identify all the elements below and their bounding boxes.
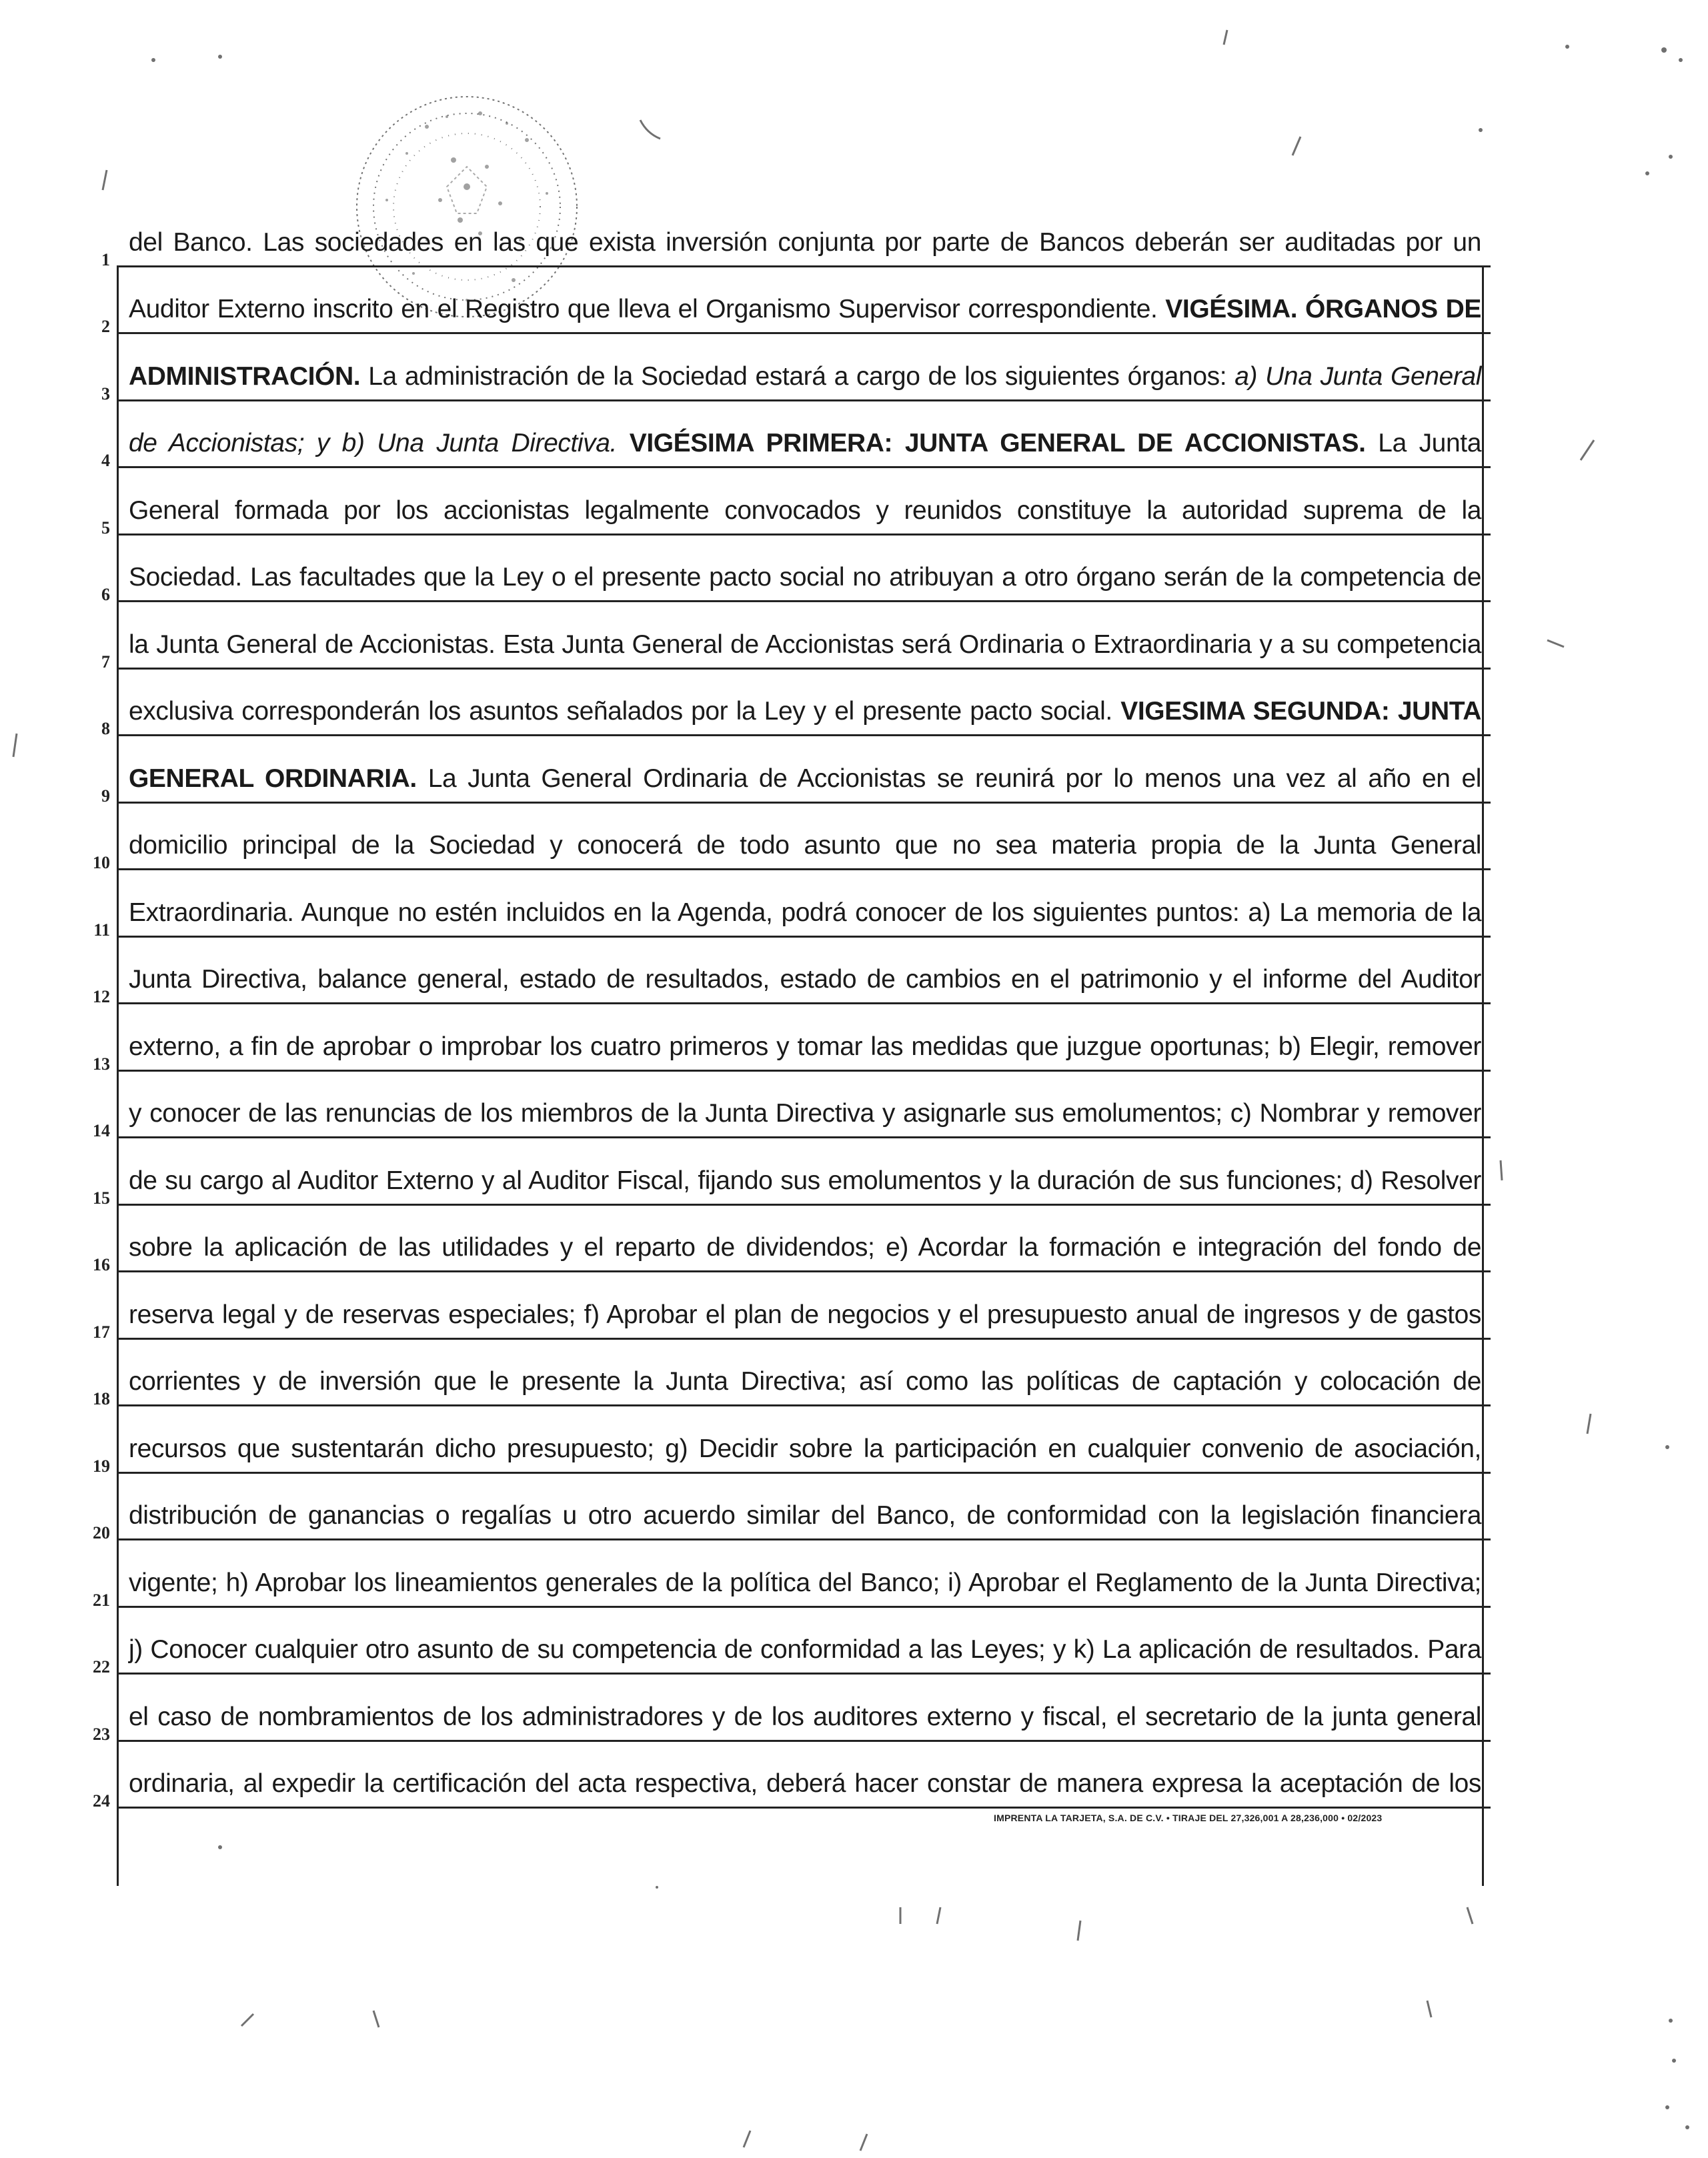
line-text: y conocer de las renuncias de los miembros de la Junta Directiva y asignarle sus emolumentos; c) Nombrar y remover [129, 1099, 1481, 1128]
line-text: domicilio principal de la Sociedad y conocerá de todo asunto que no sea materia propia de la Junta General [129, 831, 1481, 860]
line-text: de su cargo al Auditor Externo y al Auditor Fiscal, fijando sus emolumentos y la duración de sus funciones; d) Resolver [129, 1166, 1481, 1195]
line-number: 4 [101, 451, 110, 470]
text-line [101, 602, 1491, 672]
line-text: ADMINISTRACIÓN. La administración de la Sociedad estará a cargo de los siguientes órganos: a) Una Junta General [129, 361, 1481, 391]
text-line [101, 468, 1491, 537]
line-number: 3 [101, 383, 110, 403]
line-number: 2 [101, 317, 110, 336]
text-line [93, 1206, 1491, 1274]
line-number: 19 [93, 1456, 110, 1476]
line-text: vigente; h) Aprobar los lineamientos generales de la política del Banco; i) Aprobar el Reglamento de la Junta Directiva; [129, 1568, 1481, 1597]
line-text: Sociedad. Las facultades que la Ley o el presente pacto social no atribuyan a otro órgano serán de la competencia de [129, 563, 1481, 592]
line-number: 15 [93, 1188, 110, 1208]
line-text: Junta Directiva, balance general, estado de resultados, estado de cambios en el patrimonio y el informe del Auditor [129, 965, 1481, 994]
text-line [93, 1742, 1491, 1811]
text-line [93, 1072, 1491, 1140]
printer-imprint: IMPRENTA LA TARJETA, S.A. DE C.V. • TIRAJE DEL 27,326,001 A 28,236,000 • 02/2023 [994, 1813, 1383, 1823]
line-number: 10 [93, 853, 110, 872]
text-line [101, 401, 1491, 470]
line-number: 20 [93, 1523, 110, 1542]
line-text: reserva legal y de reservas especiales; f) Aprobar el plan de negocios y el presupuesto anual de ingresos y de gastos [129, 1300, 1481, 1329]
line-text: General formada por los accionistas legalmente convocados y reunidos constituye la autoridad suprema de la [129, 495, 1481, 525]
line-number: 12 [93, 987, 110, 1006]
text-line [93, 1138, 1491, 1208]
line-text: j) Conocer cualquier otro asunto de su competencia de conformidad a las Leyes; y k) La aplicación de resultados. Para [129, 1635, 1481, 1664]
text-line [93, 1004, 1491, 1074]
text-line [93, 1272, 1491, 1342]
text-line [101, 670, 1491, 738]
numbered-lines [93, 200, 1491, 1811]
line-number: 11 [93, 920, 110, 940]
text-line [93, 1540, 1491, 1610]
text-line [93, 1675, 1491, 1744]
text-line [101, 535, 1491, 604]
line-number: 9 [101, 786, 110, 806]
line-rule [117, 1807, 1491, 1809]
text-line [93, 1474, 1491, 1542]
text-line [93, 1608, 1491, 1677]
text-line [101, 267, 1491, 336]
line-text: la Junta General de Accionistas. Esta Junta General de Accionistas será Ordinaria o Extraordinaria y a su competencia [129, 630, 1481, 659]
line-number: 21 [93, 1590, 110, 1610]
line-number: 22 [93, 1657, 110, 1677]
line-text: ordinaria, al expedir la certificación del acta respectiva, deberá hacer constar de manera expresa la aceptación de los [129, 1769, 1481, 1798]
line-number: 23 [93, 1724, 110, 1744]
line-number: 8 [101, 719, 110, 738]
text-line [93, 1340, 1491, 1408]
line-number: 16 [93, 1255, 110, 1274]
line-text: de Accionistas; y b) Una Junta Directiva. VIGÉSIMA PRIMERA: JUNTA GENERAL DE ACCIONISTAS. La Junta [129, 429, 1481, 457]
line-number: 6 [101, 585, 110, 604]
line-text: recursos que sustentarán dicho presupuesto; g) Decidir sobre la participación en cualquier convenio de asociación, [129, 1434, 1481, 1463]
line-text: GENERAL ORDINARIA. La Junta General Ordinaria de Accionistas se reunirá por lo menos una vez al año en el [129, 764, 1481, 793]
line-text: exclusiva corresponderán los asuntos señalados por la Ley y el presente pacto social. VIGESIMA SEGUNDA: JUNTA [129, 697, 1481, 726]
line-text: del Banco. Las sociedades en las que exista inversión conjunta por parte de Bancos deberán ser auditadas por un [129, 227, 1481, 257]
line-number: 5 [101, 517, 110, 537]
line-number: 13 [93, 1054, 110, 1074]
line-number: 14 [93, 1121, 110, 1140]
text-line [93, 938, 1491, 1006]
line-number: 1 [101, 249, 110, 269]
text-line [101, 200, 1491, 269]
line-text: externo, a fin de aprobar o improbar los cuatro primeros y tomar las medidas que juzgue oportunas; b) Elegir, remover [129, 1032, 1481, 1061]
line-text: corrientes y de inversión que le presente la Junta Directiva; así como las políticas de captación y colocación de [129, 1367, 1481, 1396]
text-line [93, 1406, 1491, 1476]
line-number: 7 [101, 652, 110, 672]
text-line [101, 736, 1491, 806]
text-line [93, 804, 1491, 872]
line-text: Extraordinaria. Aunque no estén incluidos en la Agenda, podrá conocer de los siguientes puntos: a) La memoria de la [129, 898, 1481, 927]
line-number: 17 [93, 1322, 110, 1342]
line-text: Auditor Externo inscrito en el Registro que lleva el Organismo Supervisor correspondiente. VIGÉSIMA. ÓRGANOS DE [129, 295, 1481, 323]
line-text: el caso de nombramientos de los administradores y de los auditores externo y fiscal, el secretario de la junta general [129, 1702, 1481, 1731]
text-line [101, 334, 1491, 403]
line-text: sobre la aplicación de las utilidades y el reparto de dividendos; e) Acordar la formación e integración del fondo de [129, 1233, 1481, 1262]
text-line [93, 870, 1491, 940]
line-number: 24 [93, 1791, 110, 1811]
line-text: distribución de ganancias o regalías u otro acuerdo similar del Banco, de conformidad con la legislación financiera [129, 1501, 1481, 1530]
line-number: 18 [93, 1389, 110, 1408]
